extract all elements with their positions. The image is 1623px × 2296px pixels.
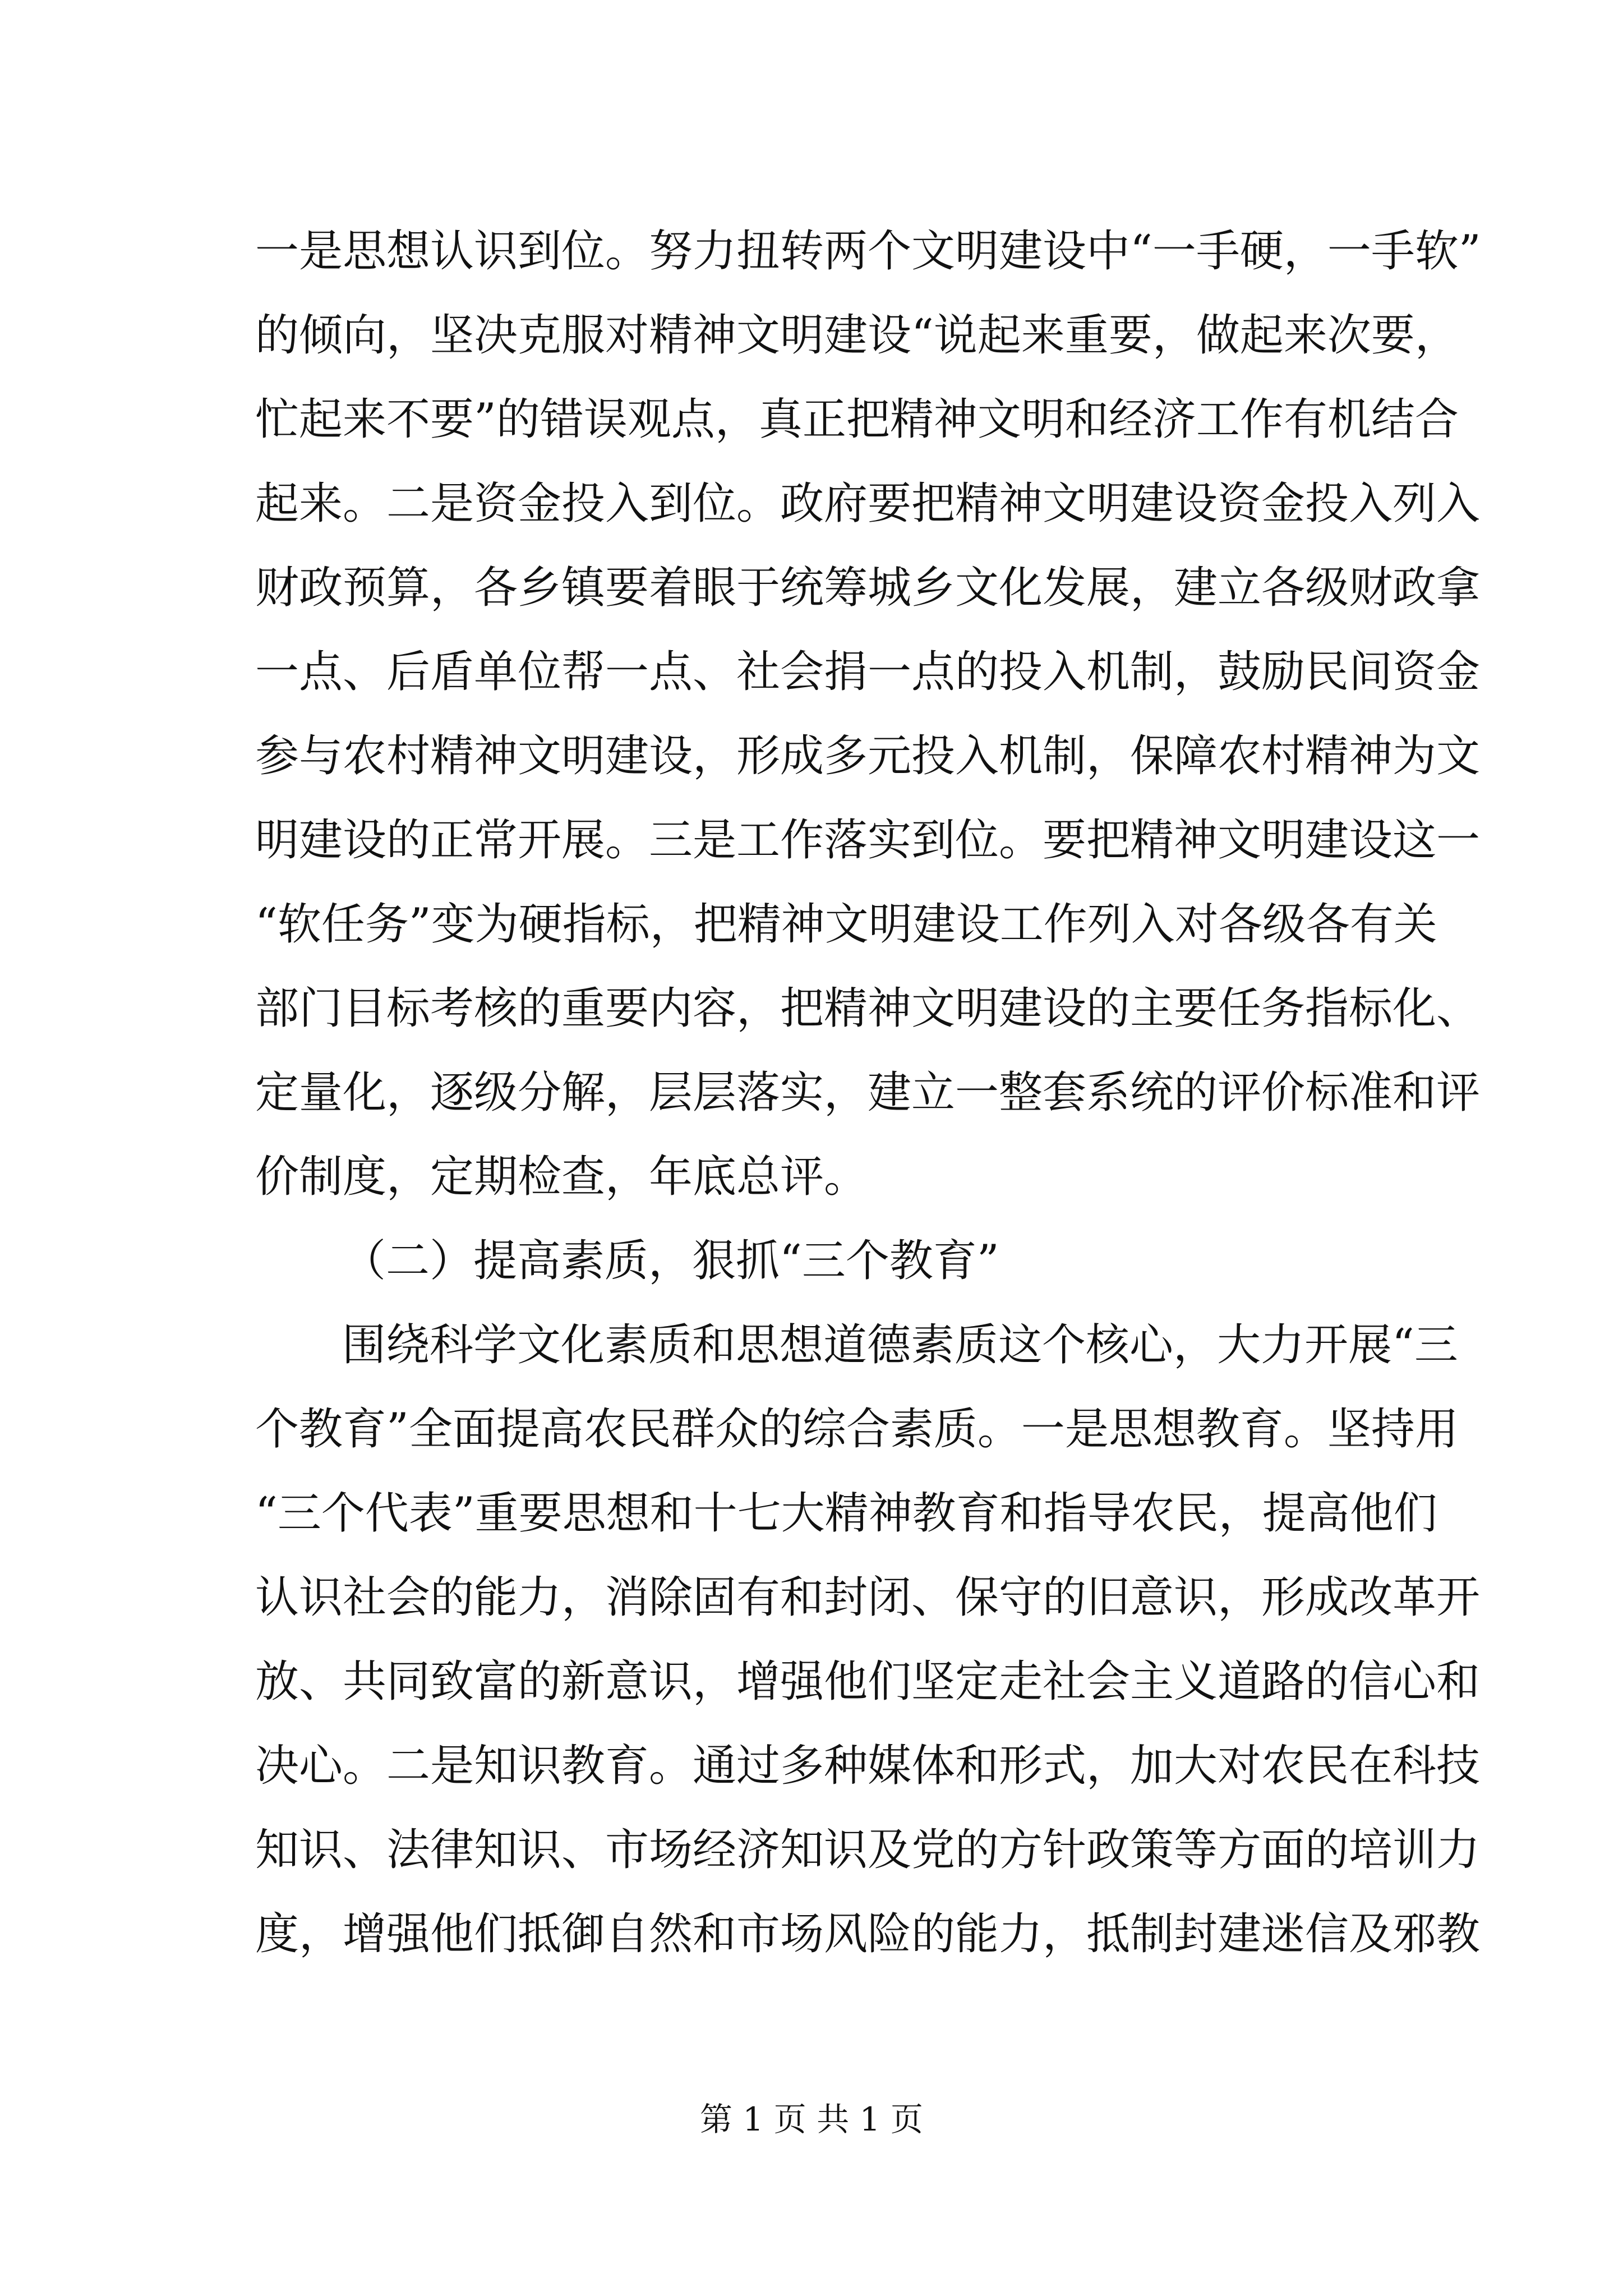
body-line: “三个代表”重要思想和十七大精神教育和指导农民，提高他们 [255, 1488, 1437, 1539]
body-line: 明建设的正常开展。三是工作落实到位。要把精神文明建设这一 [255, 815, 1481, 866]
body-line: 围绕科学文化素质和思想道德素质这个核心，大力开展“三 [342, 1320, 1458, 1370]
body-line: 参与农村精神文明建设，形成多元投入机制，保障农村精神为文 [255, 731, 1481, 781]
body-line: 起来。二是资金投入到位。政府要把精神文明建设资金投入列入 [255, 478, 1481, 529]
body-line: 一点、后盾单位帮一点、社会捐一点的投入机制，鼓励民间资金 [255, 647, 1481, 697]
body-line: “软任务”变为硬指标，把精神文明建设工作列入对各级各有关 [255, 899, 1437, 950]
body-line: 的倾向，坚决克服对精神文明建设“说起来重要，做起来次要， [255, 310, 1459, 361]
body-line: 决心。二是知识教育。通过多种媒体和形式，加大对农民在科技 [255, 1741, 1481, 1791]
body-line: 个教育”全面提高农民群众的综合素质。一是思想教育。坚持用 [255, 1404, 1459, 1455]
body-line: 部门目标考核的重要内容，把精神文明建设的主要任务指标化、 [255, 983, 1481, 1034]
body-line: 财政预算，各乡镇要着眼于统筹城乡文化发展，建立各级财政拿 [255, 563, 1481, 613]
body-line: 知识、法律知识、市场经济知识及党的方针政策等方面的培训力 [255, 1825, 1481, 1875]
body-line: 价制度，定期检查，年底总评。 [255, 1152, 868, 1202]
body-line: 定量化，逐级分解，层层落实，建立一整套系统的评价标准和评 [255, 1068, 1481, 1118]
body-line: 一是思想认识到位。努力扭转两个文明建设中“一手硬，一手软” [255, 226, 1481, 277]
body-line: 忙起来不要”的错误观点，真正把精神文明和经济工作有机结合 [255, 394, 1459, 445]
section-heading: （二）提高素质，狠抓“三个教育” [342, 1236, 999, 1286]
body-line: 度，增强他们抵御自然和市场风险的能力，抵制封建迷信及邪教 [255, 1909, 1481, 1959]
body-line: 认识社会的能力，消除固有和封闭、保守的旧意识，形成改革开 [255, 1572, 1481, 1623]
body-line: 放、共同致富的新意识，增强他们坚定走社会主义道路的信心和 [255, 1657, 1481, 1707]
page-footer: 第 1 页 共 1 页 [700, 2100, 923, 2138]
